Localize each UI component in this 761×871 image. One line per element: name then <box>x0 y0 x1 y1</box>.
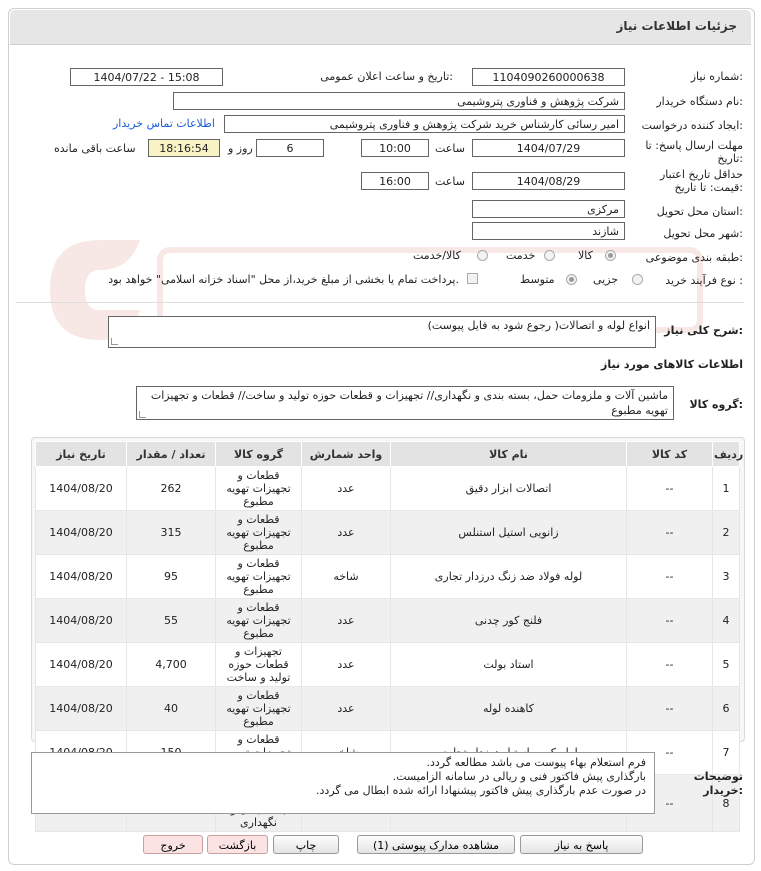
city-field: شازند <box>472 222 625 240</box>
creator-field: امیر رسائی کارشناس خرید شرکت پژوهش و فناوری پتروشیمی <box>224 115 625 133</box>
cell-group: قطعات و تجهیزات تهویه مطبوع <box>216 599 302 643</box>
cell-date: 1404/08/20 <box>36 687 127 731</box>
reply-button[interactable]: پاسخ به نیاز <box>520 835 643 854</box>
category-service-radio[interactable] <box>544 250 555 261</box>
cell-qty: 315 <box>127 511 216 555</box>
cell-code: -- <box>627 599 713 643</box>
treasury-payment-label: پرداخت تمام یا بخشی از مبلغ خرید،از محل "اسناد خزانه اسلامی" خواهد بود. <box>108 273 459 286</box>
cell-row: 2 <box>713 511 740 555</box>
cell-name: فلنج کور چدنی <box>391 599 627 643</box>
resize-grip-icon[interactable] <box>111 338 118 345</box>
process-medium-label: متوسط <box>520 273 555 286</box>
cell-date: 1404/08/20 <box>36 467 127 511</box>
validity-date-field: 1404/08/29 <box>472 172 625 190</box>
table-row <box>36 555 740 599</box>
table-header-row <box>36 442 740 467</box>
table-row <box>36 643 740 687</box>
category-service-label: خدمت <box>506 249 536 262</box>
cell-row: 7 <box>713 731 740 775</box>
cell-unit: عدد <box>302 511 391 555</box>
cell-row: 6 <box>713 687 740 731</box>
city-label: شهر محل تحویل: <box>663 227 743 240</box>
col-qty-header: تعداد / مقدار <box>127 442 216 467</box>
validity-label-date: قیمت: تا تاریخ: <box>674 181 743 194</box>
cell-row: 1 <box>713 467 740 511</box>
cell-row: 3 <box>713 555 740 599</box>
back-button[interactable]: بازگشت <box>207 835 268 854</box>
cell-unit: عدد <box>302 643 391 687</box>
cell-name: زانویی استیل استنلس <box>391 511 627 555</box>
buyer-notes-label-2: خریدار: <box>703 784 743 797</box>
buyer-notes-field <box>31 752 655 814</box>
cell-date: 1404/08/20 <box>36 599 127 643</box>
need-number-field: 1104090260000638 <box>472 68 625 86</box>
summary-field <box>108 316 656 348</box>
cell-group: نگهداری <box>216 775 302 832</box>
col-row-header: ردیف <box>713 442 740 467</box>
exit-button[interactable]: خروج <box>143 835 203 854</box>
buyer-field: شرکت پژوهش و فناوری پتروشیمی <box>173 92 625 110</box>
cell-date: 1404/08/20 <box>36 511 127 555</box>
cell-code: -- <box>627 467 713 511</box>
cell-code: -- <box>627 775 713 832</box>
table-row <box>36 599 740 643</box>
cell-row: 5 <box>713 643 740 687</box>
cell-name: کاهنده لوله <box>391 687 627 731</box>
cell-qty: 95 <box>127 555 216 599</box>
cell-group: قطعات و تجهیزات تهویه مطبوع <box>216 467 302 511</box>
category-both-radio[interactable] <box>477 250 488 261</box>
notes-line: بارگذاری پیش فاکتور فنی و ریالی در سامانه الزامیست. <box>392 770 646 783</box>
process-minor-label: جزیی <box>593 273 619 286</box>
cell-code: -- <box>627 511 713 555</box>
days-field: 6 <box>256 139 324 157</box>
creator-label: ایجاد کننده درخواست: <box>641 119 743 132</box>
goods-info-title: اطلاعات کالاهای مورد نیاز <box>601 358 743 371</box>
process-minor-radio[interactable] <box>632 274 643 285</box>
cell-code: -- <box>627 643 713 687</box>
cell-date: 1404/08/20 <box>36 643 127 687</box>
category-label: طبقه بندی موضوعی: <box>645 251 743 264</box>
province-field: مرکزی <box>472 200 625 218</box>
col-group-header: گروه کالا <box>216 442 302 467</box>
col-date-header: تاریخ نیاز <box>36 442 127 467</box>
announce-date-field: 1404/07/22 - 15:08 <box>70 68 223 86</box>
cell-code: -- <box>627 687 713 731</box>
validity-label: حداقل تاریخ اعتبار <box>659 168 743 181</box>
cell-qty: 40 <box>127 687 216 731</box>
table-row <box>36 467 740 511</box>
cell-name: لوله فولاد ضد زنگ درزدار تجاری <box>391 555 627 599</box>
page-title: جزئیات اطلاعات نیاز <box>616 19 737 33</box>
validity-time-field: 16:00 <box>361 172 429 190</box>
deadline-time-field: 10:00 <box>361 139 429 157</box>
cell-row: 8 <box>713 775 740 832</box>
cell-code: -- <box>627 731 713 775</box>
table-row <box>36 511 740 555</box>
buyer-label: نام دستگاه خریدار: <box>656 95 743 108</box>
cell-unit: عدد <box>302 599 391 643</box>
cell-group: قطعات و <box>216 731 302 775</box>
page-header <box>10 10 751 45</box>
buyer-notes-label: توضیحات <box>693 770 743 783</box>
buyer-contact-link[interactable]: اطلاعات تماس خریدار <box>113 117 215 130</box>
print-button[interactable]: چاپ <box>273 835 339 854</box>
category-both-label: کالا/خدمت <box>413 249 461 262</box>
remaining-time-label: ساعت باقی مانده <box>54 142 136 155</box>
province-label: استان محل تحویل: <box>656 205 743 218</box>
deadline-time-label: ساعت <box>435 142 465 155</box>
cell-group: قطعات و تجهیزات تهویه مطبوع <box>216 555 302 599</box>
view-attachments-button[interactable]: مشاهده مدارک پیوستی (1) <box>357 835 515 854</box>
need-number-label: شماره نیاز: <box>690 70 743 83</box>
process-type-label: نوع فرآیند خرید : <box>665 274 743 287</box>
resize-grip-icon[interactable] <box>139 411 146 418</box>
goods-group-label: گروه کالا: <box>689 398 743 411</box>
notes-line: در صورت عدم بارگذاری پیش فاکتور پیشنهادا ارائه شده ابطال می گردد. <box>316 784 646 797</box>
announce-date-label: تاریخ و ساعت اعلان عمومی: <box>320 70 453 83</box>
cell-group: قطعات و تجهیزات تهویه مطبوع <box>216 511 302 555</box>
cell-unit: عدد <box>302 467 391 511</box>
notes-line: فرم استعلام بهاء پیوست می باشد مطالعه گردد. <box>426 756 646 769</box>
cell-qty: 262 <box>127 467 216 511</box>
process-medium-radio[interactable] <box>566 274 577 285</box>
remaining-time-field: 18:16:54 <box>148 139 220 157</box>
col-unit-header: واحد شمارش <box>302 442 391 467</box>
validity-time-label: ساعت <box>435 175 465 188</box>
cell-row: 4 <box>713 599 740 643</box>
days-label: روز و <box>228 142 253 155</box>
treasury-payment-checkbox[interactable] <box>467 273 478 284</box>
cell-date: 1404/08/20 <box>36 555 127 599</box>
cell-qty: 55 <box>127 599 216 643</box>
cell-group: قطعات و تجهیزات تهویه مطبوع <box>216 687 302 731</box>
cell-unit: عدد <box>302 687 391 731</box>
col-code-header: کد کالا <box>627 442 713 467</box>
cell-qty: 4,700 <box>127 643 216 687</box>
cell-name: اتصالات ابزار دقیق <box>391 467 627 511</box>
table-row <box>36 687 740 731</box>
deadline-label-date: تاریخ: <box>717 152 743 165</box>
category-goods-label: کالا <box>578 249 593 262</box>
cell-group: تجهیزات و قطعات حوزه تولید و ساخت <box>216 643 302 687</box>
col-name-header: نام کالا <box>391 442 627 467</box>
cell-code: -- <box>627 555 713 599</box>
separator <box>16 302 744 303</box>
deadline-date-field: 1404/07/29 <box>472 139 625 157</box>
deadline-label: مهلت ارسال پاسخ: تا <box>645 139 743 152</box>
summary-text: انواع لوله و اتصالات( رجوع شود به فایل پیوست) <box>427 319 650 332</box>
goods-group-field: ماشین آلات و ملزومات حمل، بسته بندی و نگهداری// تجهیزات و قطعات حوزه تولید و ساخت// قطعات و تجهیزات تهویه مطبوع <box>136 386 674 420</box>
cell-name: استاد بولت <box>391 643 627 687</box>
category-goods-radio[interactable] <box>605 250 616 261</box>
summary-label: شرح کلی نیاز: <box>664 324 743 337</box>
cell-unit: شاخه <box>302 555 391 599</box>
